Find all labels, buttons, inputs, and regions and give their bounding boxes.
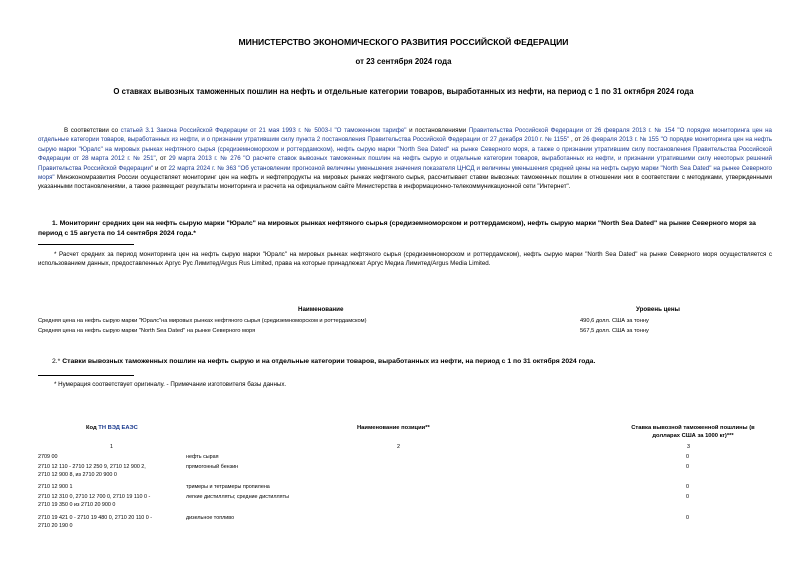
- duty-column-number: 1: [110, 444, 113, 450]
- duty-row-name: тримеры и тетрамеры пропилена: [186, 484, 270, 490]
- document-date: от 23 сентября 2024 года: [355, 57, 452, 66]
- duty-row-code: 2710 12 310 0, 2710 12 700 0, 2710 19 110 0 -: [38, 494, 151, 500]
- section-1-number: 1.: [52, 220, 58, 227]
- duty-row-code-cont: 2710 19 350 0 из 2710 20 900 0: [38, 502, 116, 508]
- section-2-number: 2.: [52, 358, 58, 365]
- footnote-2: * Нумерация соответствует оригиналу. - Примечание изготовителя базы данных.: [54, 381, 287, 388]
- footnote-divider: [38, 375, 134, 376]
- resolution-363-link[interactable]: 22 марта 2024 г. № 363 "Об установлении прогнозной величины уменьшения значения показателя ЦНСД и величины уменьшения средней цены на нефть сырую марки "North Sea Dated" на рынке Северного моря": [38, 164, 772, 182]
- price-row-name: Средняя цена на нефть сырую марки "Юралс"на мировых рынках нефтяного сырья (средиземноморском и роттердамском): [38, 318, 367, 324]
- duty-header-rate: Ставка вывозной таможенной пошлины (в: [631, 425, 755, 431]
- section-2-asterisk: *: [57, 358, 61, 365]
- ministry-heading: МИНИСТЕРСТВО ЭКОНОМИЧЕСКОГО РАЗВИТИЯ РОССИЙСКОЙ ФЕДЕРАЦИИ: [238, 37, 569, 47]
- price-row-name: Средняя цена на нефть сырую марки "North Sea Dated" на рынке Северного моря: [38, 328, 256, 334]
- section-1-heading: [38, 219, 772, 240]
- duty-row-name: легкие дистилляты; средние дистилляты: [186, 494, 289, 500]
- price-row-value: 567,5 долл. США за тонну: [580, 328, 649, 334]
- duty-row-name: дизельное топливо: [186, 515, 235, 521]
- duty-row-code-cont: 2710 20 190 0: [38, 523, 73, 529]
- duty-row-rate: 0: [686, 464, 689, 470]
- duty-row-rate: 0: [686, 454, 689, 460]
- duty-header-code: [86, 425, 138, 431]
- price-row-value: 490,6 долл. США за тонну: [580, 318, 649, 324]
- document-title: О ставках вывозных таможенных пошлин на нефть и отдельные категории товаров, выработанных из нефти, на период с 1 по 31 октября 2024 года: [113, 87, 694, 96]
- duty-row-code: 2710 19 421 0 - 2710 19 480 0, 2710 20 110 0 -: [38, 515, 153, 521]
- section-2-heading: [52, 358, 772, 365]
- resolution-276-link[interactable]: 29 марта 2013 г. № 276 "О расчете ставок вывозных таможенных пошлин на нефть сырую и отдельные категории товаров, выработанных из нефти, и признании утратившими силу некоторых решений Правительства Российской Федерации": [38, 155, 772, 172]
- intro-paragraph: [38, 126, 772, 192]
- intro-text: , от: [569, 136, 583, 144]
- duty-row-code: 2710 12 900 1: [38, 484, 73, 490]
- footnote-1: * Расчет средних за период мониторинга цен на нефть сырую марки "Юралс" на мировых рынках нефтяного сырья (средиземноморском и роттердамском), нефть сырую марки "North Sea Dated" на рынке Северного моря осуществляется с использованием данных, предоставленных Аргус Рус Лимитед/Argus Rus Limited, права на которые принадлежат Аргус Медиа Лимитед/Argus Media Limited.: [38, 251, 772, 268]
- duty-header-code-prefix: Код: [86, 425, 99, 431]
- intro-text: и от: [153, 164, 169, 172]
- duty-row-rate: 0: [686, 494, 689, 500]
- duty-header-name: Наименование позиции**: [357, 425, 430, 431]
- duty-row-code: 2710 12 110 - 2710 12 250 9, 2710 12 900 2,: [38, 464, 146, 470]
- price-table-header-name: Наименование: [298, 306, 344, 313]
- intro-text: В соответствии со: [64, 127, 121, 134]
- price-table-header-price: Уровень цены: [636, 306, 680, 313]
- resolution-154-link[interactable]: Правительства Российской Федерации от 26 февраля 2013 г. № 154 "О порядке мониторинга цен на отдельные категории товаров, выработанных из нефти, и о признании утратившим силу пункта 2 постановления Правительства Российской Федерации от 27 декабря 2010 г. № 1155": [38, 127, 772, 144]
- duty-row-code-cont: 2710 12 900 8, из 2710 20 900 0: [38, 472, 117, 478]
- intro-text: , от: [155, 155, 169, 163]
- duty-column-number: 3: [687, 444, 690, 450]
- resolution-155-link[interactable]: 26 февраля 2013 г. № 155 "О порядке мониторинга цен на нефть сырую марки "Юралс" на мировых рынках нефтяного сырья (средиземноморском и роттердамском), нефть сырую марки "North Sea Dated" на рынке Северного моря, а также о признании утратившим силу постановления Правительства Российской Федерации от 28 марта 2012 г. № 251": [38, 136, 773, 163]
- law-link[interactable]: статьей 3.1 Закона Российской Федерации от 21 мая 1993 г. № 5003-I "О таможенном тарифе": [120, 127, 407, 134]
- duty-row-name: нефть сырая: [186, 454, 219, 460]
- duty-header-rate-unit: долларах США за 1000 кг)***: [652, 433, 734, 439]
- intro-text: и постановлениями: [406, 127, 469, 134]
- section-2-text: Ставки вывозных таможенных пошлин на нефть сырую и на отдельные категории товаров, выработанных из нефти, на период с 1 по 31 октября 2024 года.: [60, 358, 596, 365]
- duty-row-name: прямогонный бензин: [186, 464, 239, 470]
- duty-column-number: 2: [397, 444, 400, 450]
- footnote-divider: [38, 244, 134, 245]
- duty-row-code: 2709 00: [38, 454, 58, 460]
- intro-text: Минэкономразвития России осуществляет мониторинг цен на нефть и нефтепродукты на мировых рынках нефтяного сырья, рассчитывает ставки вывозных таможенных пошлин в отношении них в соответствии с методиками, утвержденными указанными постановлениями, а также размещает результаты мониторинга и расчета на официальном сайте Министерства в информационно-телекоммуникационной сети "Интернет".: [38, 174, 772, 191]
- duty-row-rate: 0: [686, 515, 689, 521]
- tn-ved-link[interactable]: ТН ВЭД ЕАЭС: [98, 425, 138, 431]
- section-1-text: Мониторинг средних цен на нефть сырую марки "Юралс" на мировых рынках нефтяного сырья (средиземноморском и роттердамском), нефть сырую марки "North Sea Dated" на рынке Северного моря за период с 15 августа по 14 сентября 2024 года.*: [38, 220, 756, 238]
- duty-row-rate: 0: [686, 484, 689, 490]
